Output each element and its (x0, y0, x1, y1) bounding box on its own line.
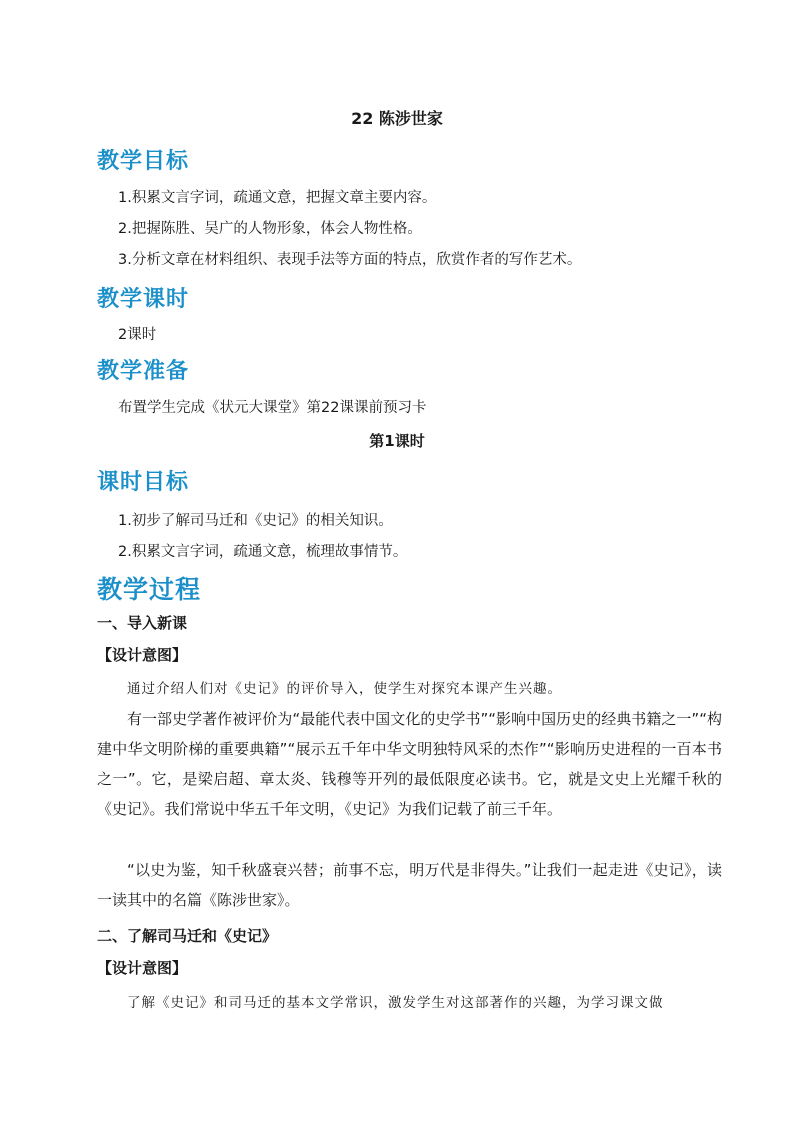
heading-teaching-process: 教学过程 (97, 575, 202, 604)
intro-paragraph-2-text: “以史为鉴，知千秋盛衰兴替；前事不忘，明万代是非得失。”让我们一起走进《史记》，读一读其中的名篇《陈涉世家》。 (97, 861, 722, 909)
design-intent-text-1: 通过介绍人们对《史记》的评价导入，使学生对探究本课产生兴趣。 (127, 681, 562, 697)
lesson-goal-item-1: 1.初步了解司马迁和《史记》的相关知识。 (118, 513, 393, 529)
heading-lesson-goals: 课时目标 (97, 470, 190, 495)
heading-teaching-hours: 教学课时 (97, 287, 190, 312)
design-intent-label-1: 【设计意图】 (97, 646, 188, 664)
section-1-title: 一、导入新课 (97, 614, 188, 632)
goal-item-1: 1.积累文言字词，疏通文意，把握文章主要内容。 (118, 190, 437, 206)
goal-item-2: 2.把握陈胜、吴广的人物形象，体会人物性格。 (118, 221, 422, 237)
design-intent-text-2: 了解《史记》和司马迁的基本文学常识，激发学生对这部著作的兴趣，为学习课文做 (127, 995, 664, 1011)
teaching-hours-text: 2课时 (118, 327, 157, 343)
intro-paragraph-1-text: 有一部史学著作被评价为“最能代表中国文化的史学书”“影响中国历史的经典书籍之一”“构建中华文明阶梯的重要典籍”“展示五千年中华文明独特风采的杰作”“影响历史进程的一百本书之一”。它，是梁启超、章太炎、钱穆等开列的最低限度必读书。它，就是文史上光耀千秋的《史记》。我们常说中华五千年文明，《史记》为我们记载了前三千年。 (97, 710, 722, 818)
design-intent-label-2: 【设计意图】 (97, 959, 188, 977)
heading-teaching-prep: 教学准备 (97, 359, 190, 384)
lesson-goal-item-2: 2.积累文言字词，疏通文意，梳理故事情节。 (118, 544, 408, 560)
teaching-prep-text: 布置学生完成《状元大课堂》第22课课前预习卡 (118, 400, 427, 416)
lesson-1-title: 第1课时 (369, 432, 425, 450)
goal-item-3: 3.分析文章在材料组织、表现手法等方面的特点，欣赏作者的写作艺术。 (118, 252, 582, 268)
section-2-title: 二、了解司马迁和《史记》 (97, 927, 278, 945)
intro-paragraph-1 (97, 704, 722, 824)
intro-paragraph-2 (97, 855, 722, 915)
document-title: 22 陈涉世家 (351, 109, 443, 128)
heading-teaching-goals: 教学目标 (97, 149, 190, 174)
